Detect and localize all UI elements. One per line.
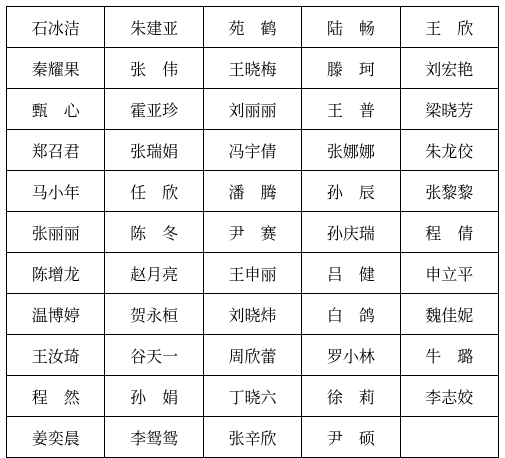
table-row <box>7 89 499 130</box>
name-cell: 孙 娟 <box>105 376 203 417</box>
name-cell: 苑 鹤 <box>203 7 301 48</box>
name-cell: 马小年 <box>7 171 105 212</box>
name-cell: 申立平 <box>400 253 498 294</box>
name-cell: 刘宏艳 <box>400 48 498 89</box>
name-cell <box>400 417 498 458</box>
name-cell: 牛 璐 <box>400 335 498 376</box>
name-cell: 张娜娜 <box>302 130 400 171</box>
name-cell: 刘丽丽 <box>203 89 301 130</box>
name-cell: 魏佳妮 <box>400 294 498 335</box>
name-cell: 陈增龙 <box>7 253 105 294</box>
name-cell: 罗小林 <box>302 335 400 376</box>
name-cell: 李志姣 <box>400 376 498 417</box>
name-cell: 朱建亚 <box>105 7 203 48</box>
name-cell: 谷天一 <box>105 335 203 376</box>
name-cell: 秦耀果 <box>7 48 105 89</box>
name-cell: 王汝琦 <box>7 335 105 376</box>
name-cell: 徐 莉 <box>302 376 400 417</box>
table-row <box>7 294 499 335</box>
name-cell: 郑召君 <box>7 130 105 171</box>
name-cell: 梁晓芳 <box>400 89 498 130</box>
name-cell: 贺永桓 <box>105 294 203 335</box>
name-cell: 陈 冬 <box>105 212 203 253</box>
table-row <box>7 7 499 48</box>
name-table-body <box>7 7 499 458</box>
name-cell: 冯宇倩 <box>203 130 301 171</box>
name-cell: 王申丽 <box>203 253 301 294</box>
name-cell: 程 倩 <box>400 212 498 253</box>
name-cell: 赵月亮 <box>105 253 203 294</box>
name-cell: 孙 辰 <box>302 171 400 212</box>
name-cell: 刘晓炜 <box>203 294 301 335</box>
name-cell: 滕 珂 <box>302 48 400 89</box>
table-row <box>7 212 499 253</box>
name-cell: 王 普 <box>302 89 400 130</box>
name-cell: 张瑞娟 <box>105 130 203 171</box>
table-row <box>7 130 499 171</box>
name-cell: 白 鸽 <box>302 294 400 335</box>
table-row <box>7 417 499 458</box>
table-row <box>7 171 499 212</box>
name-cell: 王晓梅 <box>203 48 301 89</box>
name-cell: 张辛欣 <box>203 417 301 458</box>
name-cell: 张丽丽 <box>7 212 105 253</box>
table-row <box>7 335 499 376</box>
name-cell: 石冰洁 <box>7 7 105 48</box>
name-cell: 吕 健 <box>302 253 400 294</box>
table-row <box>7 48 499 89</box>
name-cell: 朱龙佼 <box>400 130 498 171</box>
name-cell: 姜奕晨 <box>7 417 105 458</box>
name-cell: 潘 腾 <box>203 171 301 212</box>
name-cell: 任 欣 <box>105 171 203 212</box>
name-cell: 周欣蕾 <box>203 335 301 376</box>
name-cell: 温博婷 <box>7 294 105 335</box>
name-table <box>6 6 499 458</box>
name-cell: 甄 心 <box>7 89 105 130</box>
table-row <box>7 376 499 417</box>
name-cell: 李鸳鸳 <box>105 417 203 458</box>
name-cell: 张 伟 <box>105 48 203 89</box>
name-cell: 程 然 <box>7 376 105 417</box>
table-row <box>7 253 499 294</box>
name-cell: 孙庆瑞 <box>302 212 400 253</box>
name-cell: 尹 硕 <box>302 417 400 458</box>
name-cell: 王 欣 <box>400 7 498 48</box>
name-cell: 张黎黎 <box>400 171 498 212</box>
name-cell: 丁晓六 <box>203 376 301 417</box>
name-cell: 霍亚珍 <box>105 89 203 130</box>
name-cell: 尹 赛 <box>203 212 301 253</box>
name-cell: 陆 畅 <box>302 7 400 48</box>
